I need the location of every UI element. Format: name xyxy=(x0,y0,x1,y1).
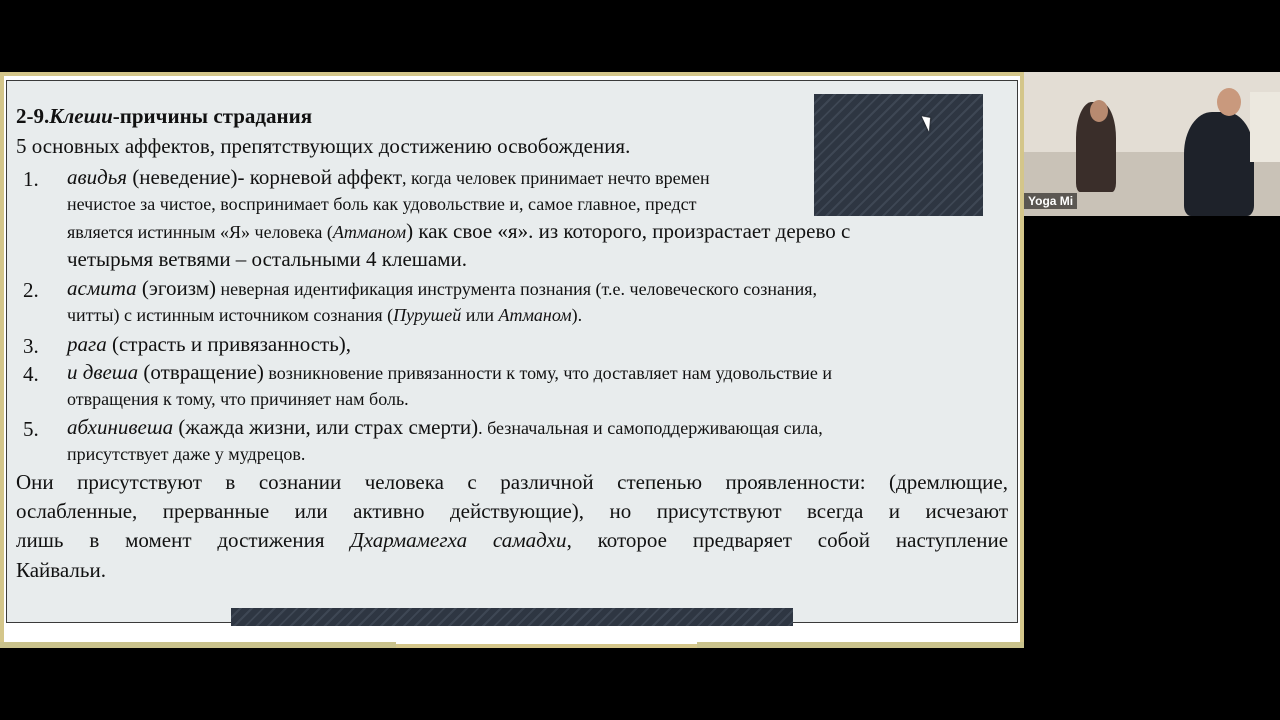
participant-head xyxy=(1217,88,1241,116)
item-term: рага xyxy=(67,332,107,356)
heading-text: -причины страдания xyxy=(112,104,313,128)
video-window xyxy=(1250,92,1280,162)
item-term: асмита xyxy=(67,276,137,300)
item-number: 2. xyxy=(23,278,39,302)
item-text-small: . безначальная и самоподдерживающая сила, xyxy=(478,418,823,438)
item-line xyxy=(67,164,886,191)
item-number: 1. xyxy=(23,167,39,191)
item-line: нечистое за чистое, воспринимает боль как удовольствие и, самое главное, предст xyxy=(67,194,697,214)
item-text-small: ). xyxy=(571,305,583,325)
redaction-bar xyxy=(231,608,793,626)
item-term-small: Атманом xyxy=(498,305,572,325)
item-text: (жажда жизни, или страх смерти) xyxy=(173,415,479,439)
paragraph-term: Дхармамегха самадхи xyxy=(350,528,567,552)
item-text-small: неверная идентификация инструмента познания (т.е. человеческого сознания, xyxy=(216,279,817,299)
item-text: (отвращение) xyxy=(138,360,264,384)
item-number: 4. xyxy=(23,362,39,386)
item-line xyxy=(67,275,817,302)
slide-heading xyxy=(16,103,312,129)
slide-bottom-band xyxy=(697,642,1024,648)
slide-subtitle: 5 основных аффектов, препятствующих достижению освобождения. xyxy=(16,134,631,158)
item-line xyxy=(67,302,582,328)
item-number: 3. xyxy=(23,334,39,358)
item-text-small: является истинным «Я» человека ( xyxy=(67,222,333,242)
item-term: авидья xyxy=(67,165,128,189)
item-line xyxy=(67,218,850,245)
participant-figure xyxy=(1184,112,1254,216)
paragraph-text: лишь в момент достижения xyxy=(16,528,351,552)
paragraph-line: Кайвальи. xyxy=(16,558,106,582)
item-text: (эгоизм) xyxy=(136,276,217,300)
item-text: (неведение)- корневой аффект xyxy=(127,165,403,189)
heading-term: Клеши xyxy=(49,104,113,128)
item-line xyxy=(67,331,351,357)
paragraph-text: , которое предваряет собой наступление xyxy=(566,528,1009,552)
item-line xyxy=(67,359,832,386)
participant-head xyxy=(1090,100,1108,122)
paragraph-line: Они присутствуют в сознании человека с различной степенью проявленности: (дремлющие, xyxy=(16,470,1008,494)
item-text-small: или xyxy=(461,305,499,325)
item-line: отвращения к тому, что причиняет нам боль. xyxy=(67,389,409,409)
heading-number: 2-9. xyxy=(16,104,50,128)
item-line xyxy=(67,414,823,441)
item-line: присутствует даже у мудрецов. xyxy=(67,444,306,464)
redaction-box xyxy=(814,94,983,216)
item-term: и двеша xyxy=(67,360,139,384)
item-term: абхинивеша xyxy=(67,415,174,439)
item-term-small: Пурушей xyxy=(393,305,462,325)
item-text-small: читты) с истинным источником сознания ( xyxy=(67,305,394,325)
item-text: ) как свое «я». из которого, произрастает дерево с xyxy=(406,219,851,243)
paragraph-line xyxy=(16,528,1008,553)
paragraph-line: ослабленные, прерванные или активно действующие), но присутствуют всегда и исчезают xyxy=(16,499,1008,523)
item-text-small: , когда человек принимает нечто времен xyxy=(402,168,710,188)
participant-name-label: Yoga Mi xyxy=(1024,193,1077,209)
item-text: (страсть и привязанность), xyxy=(106,332,352,356)
item-term-small: Атманом xyxy=(332,222,407,242)
slide-bottom-band xyxy=(0,642,396,648)
item-text-small: возникновение привязанности к тому, что доставляет нам удовольствие и xyxy=(263,363,833,383)
item-number: 5. xyxy=(23,417,39,441)
item-line: четырьмя ветвями – остальными 4 клешами. xyxy=(67,247,468,271)
